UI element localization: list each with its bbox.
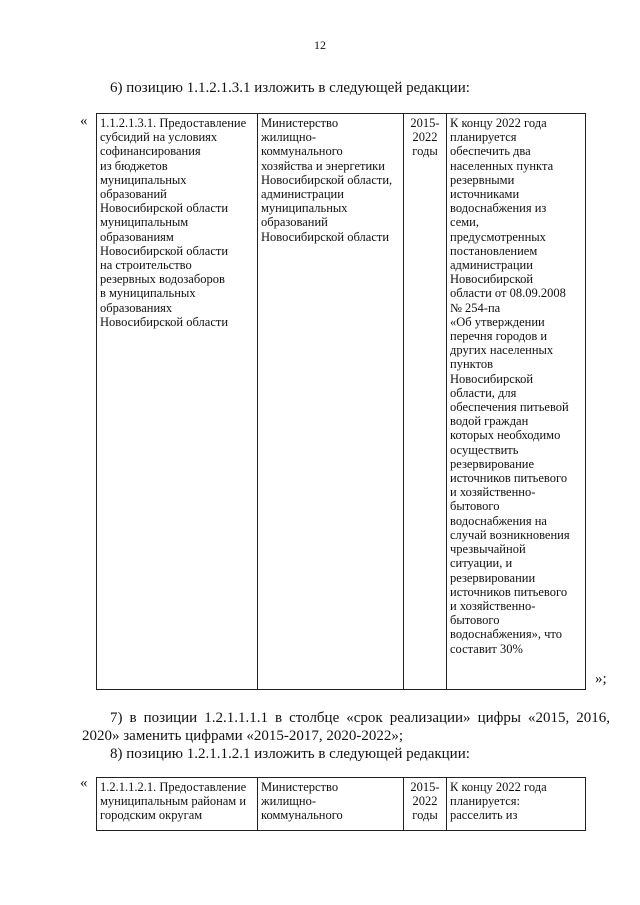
- cell-line: Новосибирской области: [100, 314, 229, 329]
- cell-line: резервными: [450, 172, 515, 187]
- cell-result: [447, 114, 586, 690]
- cell-line: обеспечить два: [450, 144, 531, 159]
- cell-line: 2022: [412, 794, 438, 809]
- cell-line: субсидий на условиях: [100, 130, 218, 145]
- cell-line: Новосибирской области: [100, 201, 229, 216]
- cell-line: муниципальных: [261, 201, 348, 216]
- cell-line: годы: [412, 144, 438, 159]
- cell-line: образований: [261, 215, 328, 230]
- cell-line: ситуации, и: [450, 556, 513, 571]
- cell-line: перечня городов и: [450, 329, 548, 344]
- cell-line: водоснабжения из: [450, 201, 547, 216]
- cell-line: резервирование: [450, 456, 534, 471]
- cell-line: муниципальным: [100, 215, 189, 230]
- section-7-text: 7) в позиции 1.2.1.1.1.1 в столбце «срок реализации» цифры «2015, 2016, 2020» заменить цифрами «2015-2017, 2020-2022»;: [82, 710, 610, 744]
- cell-term: [404, 778, 447, 831]
- page-number: 12: [314, 38, 326, 52]
- table-row: [97, 778, 586, 831]
- cell-line: водоснабжения на: [450, 513, 547, 528]
- cell-executor: [258, 778, 404, 831]
- cell-line: городским округам: [100, 808, 203, 823]
- cell-line: образований: [100, 187, 167, 202]
- cell-line: 1.1.2.1.3.1. Предоставление: [100, 116, 247, 130]
- cell-line: бытового: [450, 613, 500, 628]
- cell-line: и хозяйственно-: [450, 598, 536, 613]
- cell-line: годы: [412, 808, 438, 823]
- cell-line: населенных пункта: [450, 158, 554, 173]
- cell-line: 1.2.1.1.2.1. Предоставление: [100, 780, 247, 794]
- position-table-6: [96, 113, 586, 690]
- cell-line: постановлением: [450, 243, 538, 258]
- cell-line: Министерство: [261, 116, 339, 130]
- cell-line: составит 30%: [450, 641, 523, 656]
- open-quote-8: «: [80, 775, 88, 791]
- cell-line: Новосибирской: [450, 272, 534, 287]
- cell-line: области от 08.09.2008: [450, 286, 566, 301]
- position-table-8: [96, 777, 586, 831]
- cell-line: источниками: [450, 187, 520, 202]
- section-7-paragraph: [82, 709, 610, 745]
- cell-line: «Об утверждении: [450, 314, 545, 329]
- cell-line: Новосибирской области: [100, 243, 229, 258]
- cell-line: в муниципальных: [100, 286, 196, 301]
- cell-line: на строительство: [100, 258, 192, 273]
- cell-line: источников питьевого: [450, 471, 568, 486]
- cell-code-description: [97, 778, 258, 831]
- cell-line: чрезвычайной: [450, 542, 526, 557]
- cell-line: № 254-па: [450, 300, 501, 315]
- cell-line: области, для: [450, 385, 517, 400]
- cell-line: планируется:: [450, 794, 520, 809]
- cell-line: резервных водозаборов: [100, 272, 225, 287]
- cell-term: [404, 114, 447, 690]
- cell-line: осуществить: [450, 442, 519, 457]
- cell-line: коммунального: [261, 144, 343, 159]
- cell-line: хозяйства и энергетики: [261, 158, 385, 173]
- cell-line: Министерство: [261, 780, 339, 794]
- cell-line: муниципальным районам и: [100, 794, 247, 809]
- cell-line: пунктов: [450, 357, 493, 372]
- cell-line: жилищно-: [261, 130, 316, 145]
- open-quote-6: «: [80, 113, 88, 129]
- cell-line: водоснабжения», что: [450, 627, 562, 642]
- cell-line: жилищно-: [261, 794, 316, 809]
- cell-line: и хозяйственно-: [450, 485, 536, 500]
- cell-line: администрации: [261, 187, 344, 202]
- cell-line: которых необходимо: [450, 428, 561, 443]
- cell-line: других населенных: [450, 343, 554, 358]
- cell-line: образованиях: [100, 300, 173, 315]
- cell-line: Новосибирской области: [261, 229, 390, 244]
- cell-line: водой граждан: [450, 414, 529, 429]
- cell-line: софинансирования: [100, 144, 201, 159]
- section-6-heading: 6) позицию 1.1.2.1.3.1 изложить в следующей редакции:: [110, 80, 470, 96]
- cell-line: К концу 2022 года: [450, 116, 547, 130]
- cell-line: коммунального: [261, 808, 343, 823]
- cell-code-description: [97, 114, 258, 690]
- cell-executor: [258, 114, 404, 690]
- section-8-heading: 8) позицию 1.2.1.1.2.1 изложить в следующей редакции:: [110, 746, 470, 762]
- cell-line: обеспечения питьевой: [450, 400, 569, 415]
- cell-line: резервировании: [450, 570, 536, 585]
- table-row: [97, 114, 586, 690]
- cell-line: расселить из: [450, 808, 518, 823]
- cell-line: К концу 2022 года: [450, 780, 547, 794]
- cell-line: 2015-: [410, 780, 440, 794]
- cell-line: 2015-: [410, 116, 440, 130]
- cell-line: планируется: [450, 130, 517, 145]
- cell-line: муниципальных: [100, 172, 187, 187]
- cell-result: [447, 778, 586, 831]
- cell-line: предусмотренных: [450, 229, 546, 244]
- cell-line: бытового: [450, 499, 500, 514]
- cell-line: Новосибирской: [450, 371, 534, 386]
- cell-line: Новосибирской области,: [261, 172, 393, 187]
- cell-line: образованиям: [100, 229, 174, 244]
- cell-line: 2022: [412, 130, 438, 145]
- cell-line: источников питьевого: [450, 584, 568, 599]
- cell-line: администрации: [450, 258, 533, 273]
- cell-line: случай возникновения: [450, 527, 570, 542]
- close-quote-6: »;: [595, 671, 607, 687]
- cell-line: семи,: [450, 215, 479, 230]
- cell-line: из бюджетов: [100, 158, 168, 173]
